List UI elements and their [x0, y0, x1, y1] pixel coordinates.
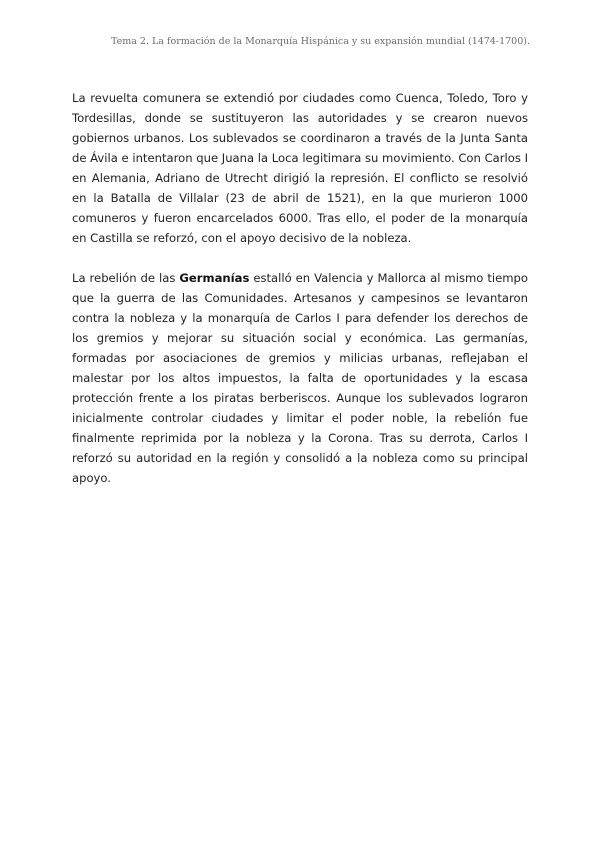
germanias-term: Germanías — [179, 271, 250, 285]
running-header: Tema 2. La formación de la Monarquía Hispánica y su expansión mundial (1474-1700). — [111, 36, 530, 47]
paragraph-germanias — [72, 268, 528, 488]
paragraph-germanias-text: estalló en Valencia y Mallorca al mismo tiempo que la guerra de las Comunidades. Artesanos y campesinos se levantaron contra la nobleza y la monarquía de Carlos I para defender los derechos de los gremios y mejorar su situación social y económica. Las germanías, formadas por asociaciones de gremios y milicias urbanas, reflejaban el malestar por los altos impuestos, la falta de oportunidades y la escasa protección frente a los piratas berberiscos. Aunque los sublevados lograron inicialmente controlar ciudades y limitar el poder noble, la rebelión fue finalmente reprimida por la nobleza y la Corona. Tras su derrota, Carlos I reforzó su autoridad en la región y consolidó a la nobleza como su principal apoyo. — [72, 271, 528, 485]
document-body — [72, 88, 528, 508]
paragraph-comuneros: La revuelta comunera se extendió por ciudades como Cuenca, Toledo, Toro y Tordesillas, donde se sustituyeron las autoridades y se crearon nuevos gobiernos urbanos. Los sublevados se coordinaron a través de la Junta Santa de Ávila e intentaron que Juana la Loca legitimara su movimiento. Con Carlos I en Alemania, Adriano de Utrecht dirigió la represión. El conflicto se resolvió en la Batalla de Villalar (23 de abril de 1521), en la que murieron 1000 comuneros y fueron encarcelados 6000. Tras ello, el poder de la monarquía en Castilla se reforzó, con el apoyo decisivo de la nobleza. — [72, 91, 528, 245]
paragraph-germanias-prefix: La rebelión de las — [72, 271, 180, 285]
